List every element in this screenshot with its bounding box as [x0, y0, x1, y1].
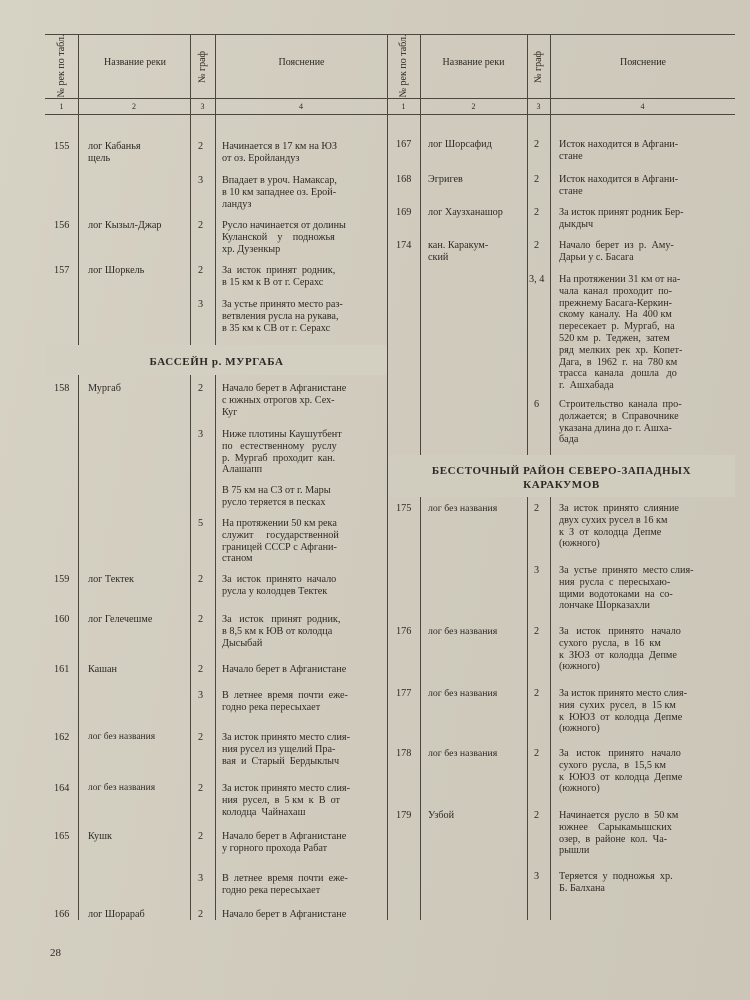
row-174-name: кан. Каракум- ский — [428, 240, 489, 263]
row-162-name: лог без названия — [88, 732, 156, 742]
row-165-name: Кушк — [88, 831, 112, 842]
row-179b-graf: 3 — [534, 871, 540, 882]
row-165-text: Начало берет в Афганистане у горного прохода Рабат — [222, 831, 347, 854]
row-161b-graf: 3 — [198, 690, 204, 701]
row-157b-graf: 3 — [198, 299, 204, 310]
left-col-rule-1 — [78, 34, 79, 920]
row-155-name: лог Кабанья щель — [88, 141, 141, 164]
colnum-left-4: 4 — [299, 102, 303, 111]
row-174b-text: На протяжении 31 км от на- чала канал проходит по- прежнему Басага-Керкин- скому каналу. На 400 км пересекает р. Мургаб, на 520 км р. Теджен, затем ряд мелких рек хр. Копет- Дага, в 1962 г. на 780 км трасса канала дошла до г. Ашхабада — [559, 274, 683, 392]
row-168-graf: 2 — [534, 174, 540, 185]
row-161-text: Начало берет в Афганистане — [222, 664, 347, 675]
row-161b-text: В летнее время почти еже- годно река пересыхает — [222, 690, 348, 713]
row-168-name: Эгригев — [428, 174, 463, 185]
left-col-rule-3 — [215, 34, 216, 920]
row-161-name: Кашан — [88, 664, 118, 675]
row-164-id: 164 — [54, 783, 70, 794]
row-167-name: лог Шорсафид — [428, 139, 492, 150]
row-177-text: За исток принято место слия- ния сухих русел, в 15 км к ЮЮЗ от колодца Депме (южного) — [559, 688, 687, 735]
row-169-text: За исток принят родник Бер- дыкдыч — [559, 207, 684, 230]
row-157-text: За исток принят родник, в 15 км к В от г. Серахс — [222, 265, 336, 288]
row-175-id: 175 — [396, 503, 412, 514]
row-179-graf: 2 — [534, 810, 540, 821]
row-174-id: 174 — [396, 240, 412, 251]
row-158-graf: 2 — [198, 383, 204, 394]
colnum-right-3: 3 — [536, 102, 541, 111]
row-162-graf: 2 — [198, 732, 204, 743]
page-number: 28 — [50, 947, 61, 959]
row-179b-text: Теряется у подножья хр. Б. Балхана — [559, 871, 673, 894]
row-162-text: За исток принято место слия- ния русел из ущелий Пра- вая и Старый Бердыклыч — [222, 732, 350, 767]
row-166-name: лог Шорараб — [88, 909, 145, 920]
row-165-graf: 2 — [198, 831, 204, 842]
header-left-col1: № рек по табл. — [56, 34, 67, 98]
row-160-graf: 2 — [198, 614, 204, 625]
row-158b-text: Ниже плотины Каушутбент по естественному руслу р. Мургаб проходит кан. Алашапп — [222, 429, 342, 476]
row-157-graf: 2 — [198, 265, 204, 276]
row-166-id: 166 — [54, 909, 70, 920]
row-179-id: 179 — [396, 810, 412, 821]
row-157-name: лог Шоркель — [88, 265, 145, 276]
row-166-text: Начало берет в Афганистане — [222, 909, 347, 920]
colnum-left-2: 2 — [132, 102, 136, 111]
row-158-name: Мургаб — [88, 383, 121, 394]
row-161-id: 161 — [54, 664, 70, 675]
row-164-graf: 2 — [198, 783, 204, 794]
row-178-text: За исток принято начало сухого русла, в 15,5 км к ЮЮЗ от колодца Депме (южного) — [559, 748, 683, 795]
header-bottom-rule — [45, 98, 735, 99]
header-num-rule — [45, 114, 735, 115]
row-175-text: За исток принято слияние двух сухих русел в 16 км к З от колодца Депме (южного) — [559, 503, 679, 550]
row-169-graf: 2 — [534, 207, 540, 218]
row-159-id: 159 — [54, 574, 70, 585]
row-174b-graf: 3, 4 — [529, 274, 545, 285]
row-157-id: 157 — [54, 265, 70, 276]
row-168-text: Исток находится в Афгани- стане — [559, 174, 679, 197]
row-176-text: За исток принято начало сухого русла, в 16 км к ЗЮЗ от колодца Депме (южного) — [559, 626, 681, 673]
colnum-right-1: 1 — [401, 102, 406, 111]
row-176-id: 176 — [396, 626, 412, 637]
row-167-id: 167 — [396, 139, 412, 150]
row-179-text: Начинается русло в 50 км южнее Сарыкамышских озер, в районе кол. Ча- рышли — [559, 810, 679, 857]
colnum-right-2: 2 — [471, 102, 476, 111]
left-col-rule-2 — [190, 34, 191, 920]
row-158b-graf: 3 — [198, 429, 204, 440]
row-177-name: лог без названия — [428, 688, 498, 699]
row-160-name: лог Гелечешме — [88, 614, 153, 625]
row-155-text: Начинается в 17 км на ЮЗ от оз. Еройландуз — [222, 141, 338, 164]
row-155b-graf: 3 — [198, 175, 204, 186]
row-158d-graf: 5 — [198, 518, 204, 529]
row-156-graf: 2 — [198, 220, 204, 231]
row-176-graf: 2 — [534, 626, 540, 637]
colnum-left-1: 1 — [59, 102, 64, 111]
row-166-graf: 2 — [198, 909, 204, 920]
header-left-col3: № граф — [197, 50, 208, 84]
colnum-left-3: 3 — [200, 102, 205, 111]
row-174-graf: 2 — [534, 240, 540, 251]
row-164-text: За исток принято место слия- ния русел, в 5 км к В от колодца Чайнахаш — [222, 783, 350, 818]
row-159-name: лог Тектек — [88, 574, 134, 585]
row-169-id: 169 — [396, 207, 412, 218]
header-right-col3: № граф — [533, 50, 544, 84]
row-159-graf: 2 — [198, 574, 204, 585]
row-175b-graf: 3 — [534, 565, 540, 576]
section-title-karakum: БЕССТОЧНЫЙ РАЙОН СЕВЕРО-ЗАПАДНЫХ КАРАКУМОВ — [431, 465, 692, 491]
header-right-col1: № рек по табл. — [398, 34, 409, 98]
row-162-id: 162 — [54, 732, 70, 743]
row-167-graf: 2 — [534, 139, 540, 150]
row-158-text: Начало берет в Афганистане с южных отрогов хр. Сех- Куг — [222, 383, 347, 418]
header-right-col4: Пояснение — [619, 57, 666, 68]
row-165b-graf: 3 — [198, 873, 204, 884]
row-175-graf: 2 — [534, 503, 540, 514]
row-178-graf: 2 — [534, 748, 540, 759]
row-174-text: Начало берет из р. Аму- Дарьи у с. Басага — [559, 240, 674, 263]
row-155b-text: Впадает в уроч. Намаксар, в 10 км западнее оз. Ерой- ландуз — [222, 175, 337, 210]
row-164-name: лог без названия — [88, 783, 156, 793]
header-top-rule — [45, 34, 735, 35]
row-156-text: Русло начинается от долины Куланской у подножья хр. Дузенкыр — [222, 220, 346, 255]
row-165b-text: В летнее время почти еже- годно река пересыхает — [222, 873, 348, 896]
row-175-name: лог без названия — [428, 503, 498, 514]
row-158c-text: В 75 км на СЗ от г. Мары русло теряется в песках — [222, 485, 331, 508]
row-168-id: 168 — [396, 174, 412, 185]
row-161-graf: 2 — [198, 664, 204, 675]
row-156-name: лог Кызыл-Джар — [88, 220, 162, 231]
row-177-graf: 2 — [534, 688, 540, 699]
row-178-id: 178 — [396, 748, 412, 759]
row-158d-text: На протяжении 50 км река служит государственной границей СССР с Афгани- станом — [222, 518, 339, 565]
row-156-id: 156 — [54, 220, 70, 231]
row-179-name: Узбой — [428, 810, 455, 821]
row-155-graf: 2 — [198, 141, 204, 152]
row-159-text: За исток принято начало русла у колодцев Тектек — [222, 574, 337, 597]
row-157b-text: За устье принято место раз- ветвления русла на рукава, в 35 км к СВ от г. Серахс — [222, 299, 343, 334]
header-left-col4: Пояснение — [278, 57, 325, 68]
row-165-id: 165 — [54, 831, 70, 842]
section-title-murgab: БАССЕЙН р. МУРГАБА — [149, 356, 284, 368]
row-160-text: За исток принят родник, в 8,5 км к ЮВ от колодца Дысыбай — [222, 614, 341, 649]
row-176-name: лог без названия — [428, 626, 498, 637]
row-160-id: 160 — [54, 614, 70, 625]
header-left-col2: Название реки — [104, 57, 166, 68]
row-175b-text: За устье принято место слия- ния русла с пересыхаю- щими водотоками на со- лончаке Шорказахли — [559, 565, 694, 612]
row-174c-text: Строительство канала про- должается; в Справочнике указана длина до г. Ашха- бада — [559, 399, 682, 446]
row-177-id: 177 — [396, 688, 412, 699]
row-169-name: лог Хаузханашор — [428, 207, 503, 218]
row-167-text: Исток находится в Афгани- стане — [559, 139, 679, 162]
header-right-col2: Название реки — [442, 57, 505, 68]
row-174c-graf: 6 — [534, 399, 540, 410]
row-155-id: 155 — [54, 141, 70, 152]
row-158-id: 158 — [54, 383, 70, 394]
row-178-name: лог без названия — [428, 748, 498, 759]
colnum-right-4: 4 — [640, 102, 645, 111]
